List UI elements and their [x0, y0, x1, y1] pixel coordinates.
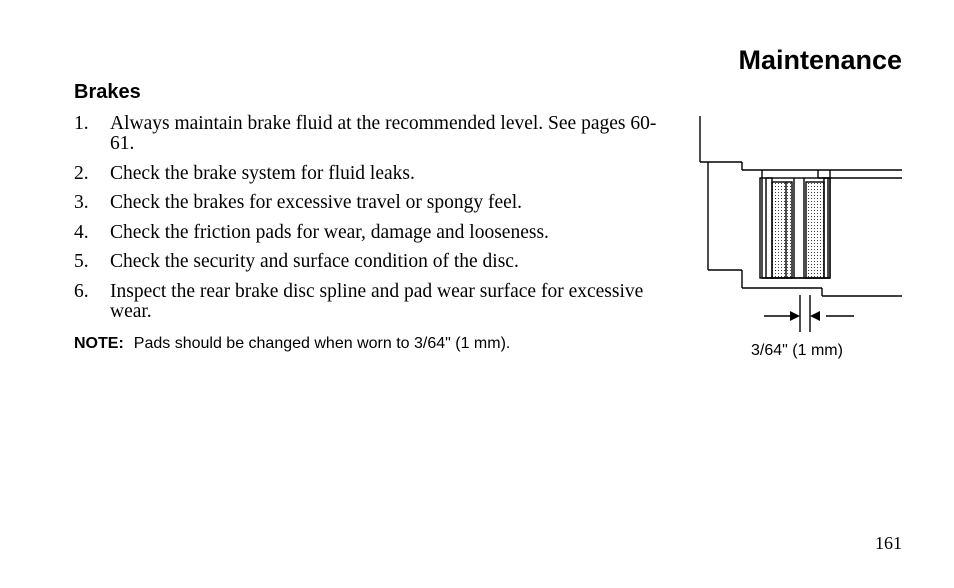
step-text: Always maintain brake fluid at the recommended level. See pages 60-61.	[110, 113, 657, 154]
note-label: NOTE:	[74, 335, 124, 352]
step-number: 5.	[74, 251, 89, 272]
brake-steps-list	[74, 114, 664, 331]
step-text: Check the friction pads for wear, damage and looseness.	[110, 221, 549, 243]
list-item	[74, 223, 664, 243]
arrow-left-icon	[810, 311, 820, 321]
step-text: Check the security and surface condition of the disc.	[110, 251, 519, 272]
step-text: Inspect the rear brake disc spline and pad wear surface for excessive wear.	[110, 280, 644, 322]
page-header-title: Maintenance	[738, 45, 902, 75]
list-item	[74, 164, 664, 184]
step-number: 3.	[74, 192, 89, 213]
note-text: Pads should be changed when worn to 3/64" (1 mm).	[133, 335, 511, 352]
list-item	[74, 114, 664, 154]
note	[74, 334, 510, 354]
step-number: 2.	[74, 162, 89, 184]
figure-caption: 3/64" (1 mm)	[751, 342, 843, 359]
list-item	[74, 282, 664, 322]
page-number: 161	[875, 533, 902, 553]
step-number: 4.	[74, 221, 89, 243]
step-text: Check the brakes for excessive travel or spongy feel.	[110, 192, 523, 213]
brake-pad-illustration	[690, 110, 910, 340]
section-title: Brakes	[74, 81, 141, 103]
step-number: 1.	[74, 113, 89, 134]
list-item	[74, 193, 664, 213]
brake-pad-wear-diagram	[690, 110, 910, 372]
step-text: Check the brake system for fluid leaks.	[110, 162, 415, 184]
step-number: 6.	[74, 280, 89, 302]
list-item	[74, 252, 664, 272]
arrow-right-icon	[790, 311, 800, 321]
